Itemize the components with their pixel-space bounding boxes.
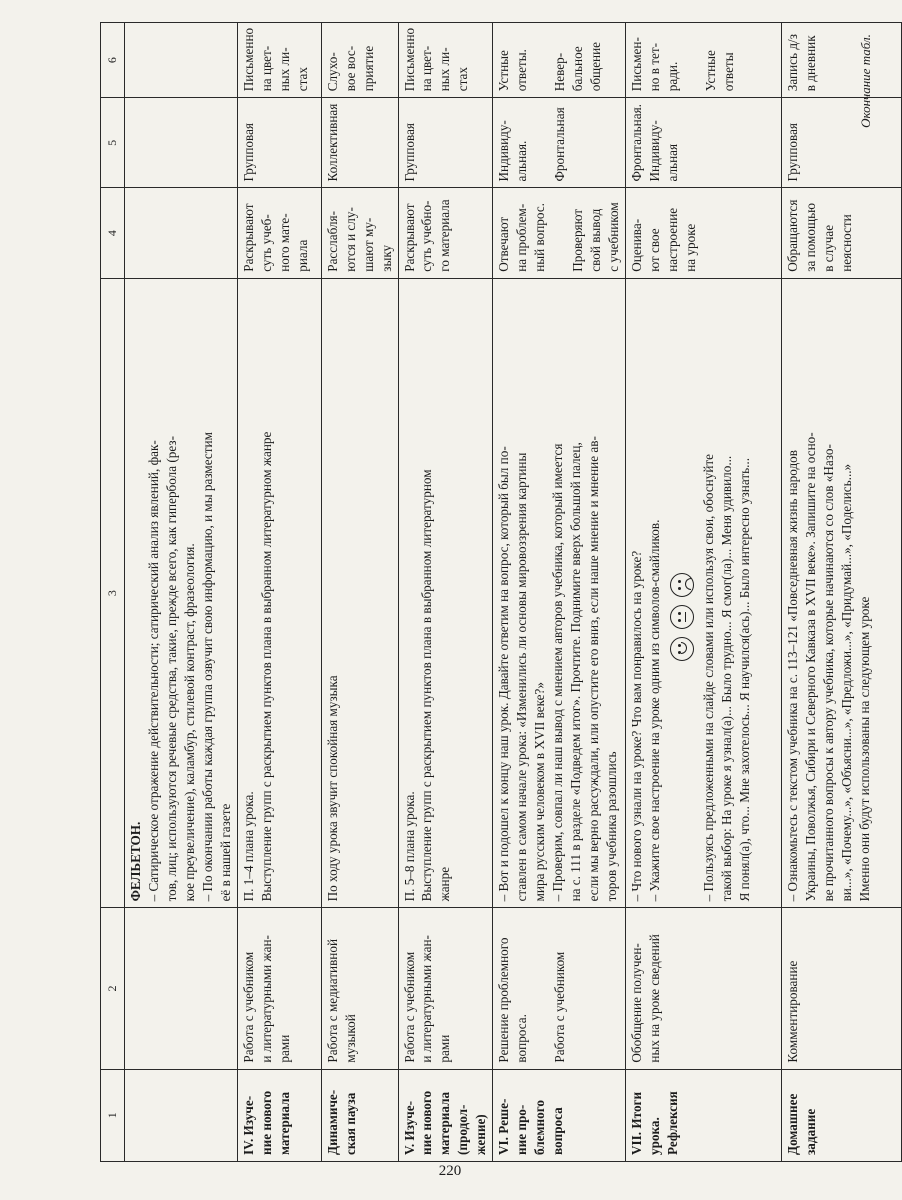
cell-line: – Сатирическое отражение действительности; сатирический анализ явлений, фак- xyxy=(145,440,161,902)
cell-line xyxy=(531,104,551,181)
control-cell xyxy=(782,23,902,98)
cell-line: ют свое xyxy=(646,228,662,272)
cell-line: рами xyxy=(276,1034,292,1063)
cell-line: ставлен в самом начале урока: «Изменились ли основы мировоззрения картины xyxy=(514,452,530,902)
activity-cell xyxy=(237,188,321,278)
stage-cell xyxy=(321,1069,398,1161)
cell-line: тов, лиц; используются речевые средства, такие, прежде всего, как гипербола (рез- xyxy=(163,435,179,902)
table-row xyxy=(493,23,626,1162)
cell-line: торов учебника разошлись xyxy=(604,751,620,902)
cell-line: такой выбор: На уроке я узнал(а)... Было трудно... Я смог(ла)... Меня удивило... xyxy=(718,455,734,902)
cell-line: Письменно xyxy=(401,27,417,92)
cell-line: Домашнее xyxy=(785,1093,801,1155)
cell-line: По ходу урока звучит спокойная музыка xyxy=(324,675,340,902)
cell-line: Я понял(а), что... Мне захотелось... Я научился(ась)... Было интересно узнать... xyxy=(736,457,752,902)
cell-line: ответы xyxy=(720,52,736,92)
cell-line: ного мате- xyxy=(276,213,292,272)
cell-line: – Укажите свое настроение на уроке одним из символов-смайликов. xyxy=(646,519,662,902)
cell-line: П. 1–4 плана урока. xyxy=(240,791,256,902)
cell-line: Рефлексия xyxy=(664,1091,680,1155)
cell-line: шают му- xyxy=(360,217,376,272)
cell-line: ние нового xyxy=(419,1090,435,1155)
control-cell xyxy=(626,23,782,98)
cell-line: Выступление групп с раскрытием пунктов плана в выбранном литературном жанре xyxy=(258,431,274,902)
cell-line: жение) xyxy=(473,1114,489,1155)
method-cell xyxy=(237,908,321,1069)
cell-line: суть учеб- xyxy=(258,214,274,272)
cell-line: Групповая xyxy=(240,123,256,182)
cell-line: стах xyxy=(294,67,310,92)
cell-line: Работа с медиативной xyxy=(324,938,340,1063)
cell-line: IV. Изуче- xyxy=(240,1095,256,1155)
method-cell xyxy=(125,908,238,1069)
cell-line: в случае xyxy=(820,224,836,272)
cell-line: зыку xyxy=(378,244,394,272)
control-cell xyxy=(125,23,238,98)
content-title: ФЕЛЬЕТОН. xyxy=(128,821,143,902)
activity-cell xyxy=(125,188,238,278)
content-cell xyxy=(398,278,493,908)
cell-line: – Проверим, совпал ли наш вывод с мнением авторов учебника, который имеется xyxy=(550,443,566,902)
cell-line: кое преувеличение), каламбур, стилевой контраст, фразеология. xyxy=(181,543,197,902)
cell-line: ви...», «Почему...», «Объясни...», «Предложи...», «Придумай...», «Поделись...» xyxy=(838,463,854,902)
cell-line: ради. xyxy=(664,61,680,92)
column-number-5: 5 xyxy=(101,98,125,188)
cell-line: ются и слу- xyxy=(342,207,358,272)
table-continuation-note: Окончание табл. xyxy=(858,34,873,128)
stage-cell xyxy=(626,1069,782,1161)
cell-line: свой вывод xyxy=(588,208,604,272)
smiley-mouth xyxy=(681,642,687,654)
cell-line: – Что нового узнали на уроке? Что вам понравилось на уроке? xyxy=(629,550,645,902)
cell-line: – Пользуясь предложенными на слайде словами или используя свои, обоснуйте xyxy=(700,453,716,902)
table-row xyxy=(398,23,493,1162)
cell-line xyxy=(531,29,551,91)
column-number-1: 1 xyxy=(101,1069,125,1161)
cell-line: ние про- xyxy=(514,1104,530,1155)
page-number: 220 xyxy=(438,1163,462,1179)
cell-line: Работа с учебником xyxy=(240,951,256,1063)
activity-cell xyxy=(398,188,493,278)
smiley-mouth xyxy=(685,578,691,590)
cell-line: VII. Итоги xyxy=(629,1091,645,1155)
cell-line: Украины, Поволжья, Сибири и Северного Кавказа в XVII веке». Запишите на осно- xyxy=(802,432,818,902)
cell-line xyxy=(682,29,702,91)
content-cell xyxy=(782,278,902,908)
cell-line: – По окончании работы каждая группа озвучит свою информацию, и мы разместим xyxy=(199,432,215,902)
method-cell xyxy=(398,908,493,1069)
table-row xyxy=(782,23,902,1162)
stage-cell xyxy=(782,1069,902,1161)
cell-line: ный вопрос. xyxy=(532,203,548,272)
cell-line: Работа с учебником xyxy=(401,951,417,1063)
cell-line: Устные xyxy=(496,50,512,92)
cell-line: V. Изуче- xyxy=(401,1101,417,1155)
cell-line: настроение xyxy=(664,207,680,272)
cell-line: вопроса xyxy=(550,1107,566,1155)
cell-line: на с. 111 в разделе «Подведем итог». Прочтите. Поднимите вверх большой палец, xyxy=(568,442,584,902)
cell-line: материала xyxy=(437,1091,453,1155)
content-cell xyxy=(493,278,626,908)
cell-line: VI. Реше- xyxy=(496,1098,512,1155)
cell-line: Слухо- xyxy=(324,52,340,92)
cell-line: её в нашей газете xyxy=(217,803,233,902)
cell-line: жанре xyxy=(437,866,453,902)
cell-line: Работа с учебником xyxy=(552,951,568,1063)
activity-cell xyxy=(782,188,902,278)
cell-line: суть учебно- xyxy=(419,200,435,272)
cell-line: мира русским человеком в XVII веке?» xyxy=(532,682,548,902)
activity-cell xyxy=(321,188,398,278)
cell-line: ответы. xyxy=(514,49,530,92)
method-cell xyxy=(493,908,626,1069)
sad-smiley-icon xyxy=(670,573,694,597)
content-cell xyxy=(125,278,238,908)
cell-line: на цвет- xyxy=(419,45,435,92)
cell-line: альная xyxy=(664,143,680,182)
cell-line: музыкой xyxy=(342,1014,358,1063)
cell-line: Раскрывают xyxy=(401,203,417,272)
cell-line: на цвет- xyxy=(258,45,274,92)
cell-line: стах xyxy=(455,67,471,92)
cell-line: Именно они будут использованы на следующем уроке xyxy=(856,596,872,902)
cell-line: Фронтальная xyxy=(552,107,568,182)
content-cell xyxy=(626,278,782,908)
cell-line xyxy=(549,195,569,272)
form-cell xyxy=(398,98,493,188)
form-cell xyxy=(125,98,238,188)
control-cell xyxy=(321,23,398,98)
cell-line: задание xyxy=(802,1108,818,1155)
cell-line: го материала xyxy=(437,199,453,272)
cell-line: ных ли- xyxy=(437,47,453,92)
cell-line: Письмен- xyxy=(629,37,645,92)
form-cell xyxy=(493,98,626,188)
cell-line: с учебником xyxy=(606,202,622,272)
stage-cell xyxy=(493,1069,626,1161)
activity-cell xyxy=(493,188,626,278)
cell-line: на проблем- xyxy=(514,203,530,272)
cell-line: Проверяют xyxy=(570,208,586,272)
table-row xyxy=(237,23,321,1162)
stage-cell xyxy=(237,1069,321,1161)
form-cell xyxy=(782,98,902,188)
cell-line: общение xyxy=(588,41,604,92)
activity-cell xyxy=(626,188,782,278)
method-cell xyxy=(321,908,398,1069)
form-cell xyxy=(626,98,782,188)
cell-line: за помощью xyxy=(802,203,818,272)
cell-line: блемного xyxy=(532,1100,548,1155)
cell-line: (продол- xyxy=(455,1104,471,1155)
cell-line: если мы верно рассуждали, или опустите его вниз, если наше мнение и мнение ав- xyxy=(586,436,602,902)
cell-line: Групповая xyxy=(401,123,417,182)
cell-line: Раскрывают xyxy=(240,203,256,272)
cell-line: Устные xyxy=(702,50,718,92)
cell-line: приятие xyxy=(360,45,376,92)
cell-line: неясности xyxy=(838,214,854,272)
stage-cell xyxy=(398,1069,493,1161)
cell-line: материала xyxy=(276,1091,292,1155)
cell-line xyxy=(531,914,551,1062)
cell-line: ве прочитанного вопросы к автору учебника, которые начинаются со слов «Назо- xyxy=(820,444,836,902)
cell-line: Групповая xyxy=(785,123,801,182)
control-cell xyxy=(493,23,626,98)
cell-line: риала xyxy=(294,239,310,272)
mood-smileys xyxy=(670,285,694,662)
control-cell xyxy=(237,23,321,98)
form-cell xyxy=(321,98,398,188)
cell-line: Обращаются xyxy=(785,199,801,272)
cell-line: ская пауза xyxy=(342,1092,358,1155)
content-cell xyxy=(321,278,398,908)
cell-line: Комментирование xyxy=(785,960,801,1063)
cell-line: и литературными жан- xyxy=(258,935,274,1063)
cell-line: Выступление групп с раскрытием пунктов плана в выбранном литературном xyxy=(419,469,435,902)
cell-line: ных на уроке сведений xyxy=(646,934,662,1063)
content-cell xyxy=(237,278,321,908)
smiley-mouth xyxy=(685,612,686,622)
cell-line: Запись д/з xyxy=(785,34,801,92)
cell-line: Решение проблемного xyxy=(496,937,512,1063)
form-cell xyxy=(237,98,321,188)
method-cell xyxy=(782,908,902,1069)
table-row xyxy=(125,23,238,1162)
cell-line: урока. xyxy=(646,1117,662,1155)
cell-line: Отвечают xyxy=(496,216,512,272)
cell-line: альная. xyxy=(514,140,530,182)
method-cell xyxy=(626,908,782,1069)
cell-line: Невер- xyxy=(552,52,568,92)
cell-line: Оценива- xyxy=(629,218,645,272)
cell-line: Динамиче- xyxy=(324,1089,340,1155)
cell-line: и литературными жан- xyxy=(419,935,435,1063)
column-number-3: 3 xyxy=(101,278,125,908)
neutral-smiley-icon xyxy=(670,605,694,629)
cell-line: Индивиду- xyxy=(496,120,512,182)
cell-line: Обобщение получен- xyxy=(629,943,645,1063)
cell-line: вопроса. xyxy=(514,1014,530,1063)
cell-line: на уроке xyxy=(682,223,698,272)
cell-line: Индивиду- xyxy=(646,120,662,182)
cell-line: в дневник xyxy=(802,35,818,92)
cell-line: бальное xyxy=(570,46,586,92)
table-row xyxy=(321,23,398,1162)
happy-smiley-icon xyxy=(670,637,694,661)
cell-line: Письменно xyxy=(240,27,256,92)
control-cell xyxy=(398,23,493,98)
cell-line: рами xyxy=(437,1034,453,1063)
column-number-2: 2 xyxy=(101,908,125,1069)
column-number-6: 6 xyxy=(101,23,125,98)
cell-line: Фронтальная. xyxy=(629,104,645,182)
cell-line: П. 5–8 плана урока. xyxy=(401,791,417,902)
cell-line: вое вос- xyxy=(342,45,358,92)
cell-line: Расслабля- xyxy=(324,211,340,272)
cell-line: ных ли- xyxy=(276,47,292,92)
header-row xyxy=(101,23,125,1162)
cell-line: ние нового xyxy=(258,1090,274,1155)
cell-line: но в тет- xyxy=(646,43,662,92)
table-row xyxy=(626,23,782,1162)
stage-cell xyxy=(125,1069,238,1161)
column-number-4: 4 xyxy=(101,188,125,278)
cell-line: – Ознакомьтесь с текстом учебника на с. 113–121 «Повседневная жизнь народов xyxy=(785,450,801,902)
lesson-plan-table xyxy=(100,22,902,1162)
cell-line: – Вот и подошел к концу наш урок. Давайте ответим на вопрос, который был по- xyxy=(496,446,512,902)
cell-line: Коллективная xyxy=(324,103,340,182)
